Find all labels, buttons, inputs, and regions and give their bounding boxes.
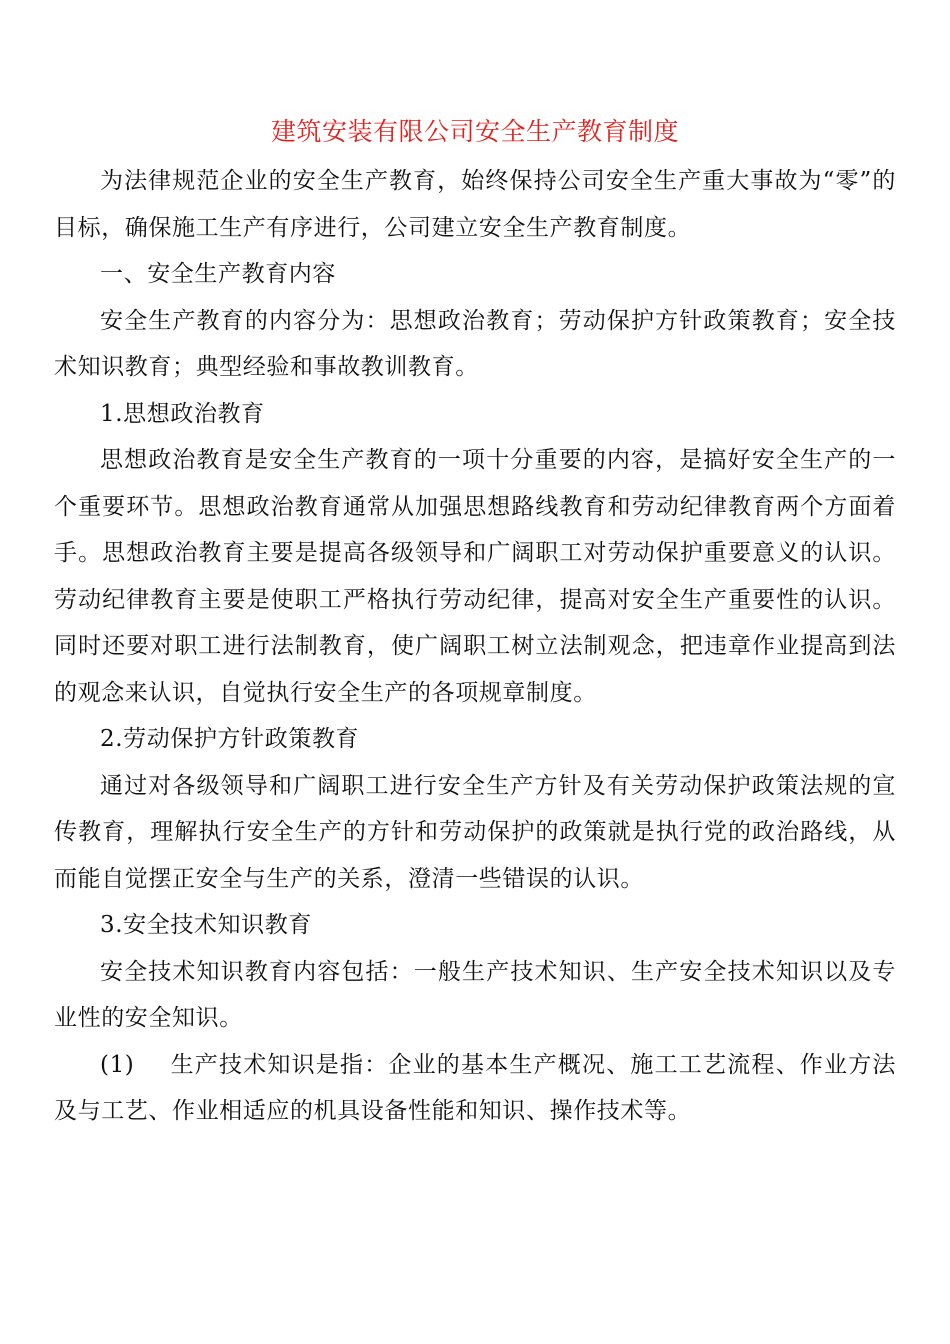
section-1-heading: 一、安全生产教育内容	[100, 261, 336, 287]
subsection-2-paragraph: 通过对各级领导和广阔职工进行安全生产方针及有关劳动保护政策法规的宣传教育，理解执行安全生产的方针和劳动保护的政策就是执行党的政治路线，从而能自觉摆正安全与生产的关系，澄清一些错误的认识。	[54, 772, 896, 892]
list-item-text: 生产技术知识是指：企业的基本生产概况、施工工艺流程、作业方法及与工艺、作业相适应的机具设备性能和知识、操作技术等。	[54, 1051, 896, 1124]
list-item-marker: (1)	[100, 1051, 135, 1078]
section-1-paragraph: 安全生产教育的内容分为：思想政治教育；劳动保护方针政策教育；安全技术知识教育；典型经验和事故教训教育。	[54, 307, 896, 380]
subsection-3-heading: 3.安全技术知识教育	[100, 912, 312, 938]
list-item	[54, 1042, 896, 1135]
document-title: 建筑安装有限公司安全生产教育制度	[270, 117, 679, 146]
subsection-1-heading: 1.思想政治教育	[100, 400, 265, 427]
intro-paragraph: 为法律规范企业的安全生产教育，始终保持公司安全生产重大事故为“零”的目标，确保施工生产有序进行，公司建立安全生产教育制度。	[54, 168, 896, 241]
subsection-2-heading: 2.劳动保护方针政策教育	[100, 726, 360, 752]
subsection-1-paragraph: 思想政治教育是安全生产教育的一项十分重要的内容，是搞好安全生产的一个重要环节。思想政治教育通常从加强思想路线教育和劳动纪律教育两个方面着手。思想政治教育主要是提高各级领导和广阔职工对劳动保护重要意义的认识。劳动纪律教育主要是使职工严格执行劳动纪律，提高对安全生产重要性的认识。同时还要对职工进行法制教育，使广阔职工树立法制观念，把违章作业提高到法的观念来认识，自觉执行安全生产的各项规章制度。	[54, 447, 896, 706]
subsection-3-paragraph: 安全技术知识教育内容包括：一般生产技术知识、生产安全技术知识以及专业性的安全知识。	[54, 958, 896, 1031]
